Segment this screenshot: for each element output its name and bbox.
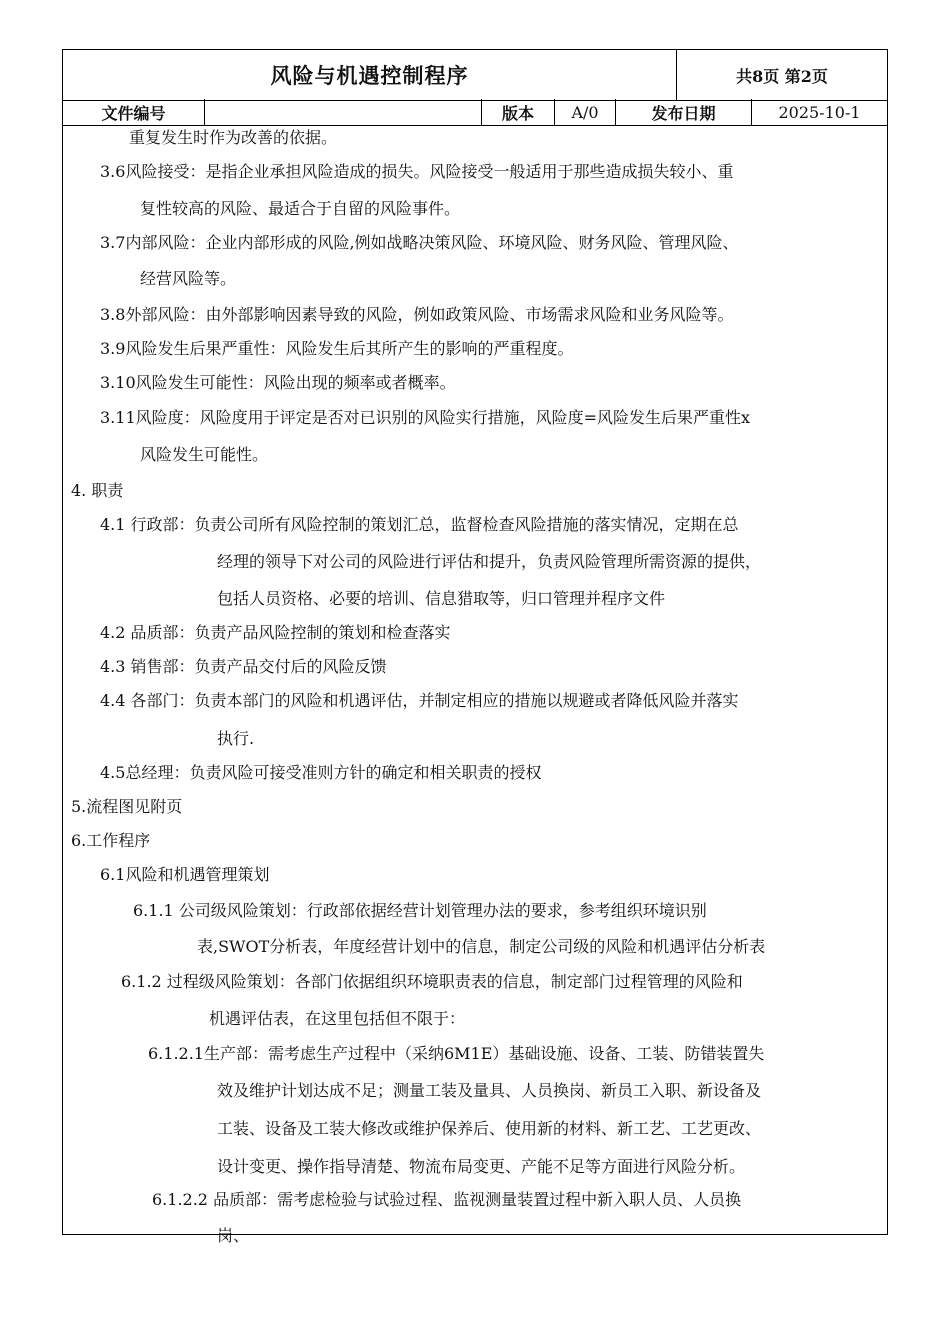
section-heading: 6.工作程序: [71, 831, 151, 850]
text-line: 6.1.1 公司级风险策划：行政部依据经营计划管理办法的要求，参考组织环境识别: [133, 901, 707, 920]
version-label: 版本: [482, 99, 555, 125]
text-line: 3.8外部风险：由外部影响因素导致的风险，例如政策风险、市场需求风险和业务风险等。: [100, 305, 734, 324]
text-line: 经理的领导下对公司的风险进行评估和提升，负责风险管理所需资源的提供，: [217, 552, 762, 571]
document-title: 风险与机遇控制程序: [63, 50, 677, 100]
text-line: 4.3 销售部：负责产品交付后的风险反馈: [100, 657, 387, 676]
text-line: 经营风险等。: [140, 269, 237, 288]
text-line: 3.10风险发生可能性：风险出现的频率或者概率。: [100, 373, 456, 392]
text-line: 3.6风险接受：是指企业承担风险造成的损失。风险接受一般适用于那些造成损失较小、重: [100, 162, 734, 181]
text-line: 3.9风险发生后果严重性：风险发生后其所产生的影响的严重程度。: [100, 339, 574, 358]
text-line: 6.1.2.2 品质部：需考虑检验与试验过程、监视测量装置过程中新入职人员、人员换: [152, 1190, 742, 1209]
text-line: 风险发生可能性。: [140, 445, 269, 464]
document-body: [62, 125, 888, 1245]
document-meta-row: [62, 99, 888, 126]
text-line: 6.1.2.1生产部：需考虑生产过程中（采纳6M1E）基础设施、设备、工装、防错装置失: [148, 1044, 765, 1063]
subsection-heading: 6.1风险和机遇管理策划: [100, 865, 270, 884]
doc-number-label: 文件编号: [63, 99, 205, 125]
header-title-row: [62, 49, 888, 101]
text-line: 4.5总经理：负责风险可接受准则方针的确定和相关职责的授权: [100, 763, 542, 782]
text-line: 包括人员资格、必要的培训、信息猎取等，归口管理并程序文件: [217, 589, 666, 608]
section-heading: 5.流程图见附页: [71, 797, 183, 816]
doc-number-value: [205, 99, 482, 125]
text-line: 机遇评估表，在这里包括但不限于：: [209, 1009, 466, 1028]
text-line: 效及维护计划达成不足；测量工装及量具、人员换岗、新员工入职、新设备及: [217, 1081, 762, 1100]
text-line: 执行.: [217, 729, 255, 748]
page-info: 共8页 第2页: [736, 66, 828, 86]
release-date-label: 发布日期: [616, 99, 752, 125]
text-line: 3.11风险度：风险度用于评定是否对已识别的风险实行措施，风险度=风险发生后果严重性x: [100, 408, 751, 427]
text-line: 4.2 品质部：负责产品风险控制的策划和检查落实: [100, 623, 451, 642]
text-line: 复性较高的风险、最适合于自留的风险事件。: [140, 199, 461, 218]
section-heading: 4. 职责: [71, 481, 124, 500]
release-date-value: 2025-10-1: [778, 102, 861, 122]
document-page: [62, 49, 888, 1245]
text-line: 工装、设备及工装大修改或维护保养后、使用新的材料、新工艺、工艺更改、: [217, 1119, 762, 1138]
text-line: 6.1.2 过程级风险策划：各部门依据组织环境职责表的信息，制定部门过程管理的风险和: [121, 972, 743, 991]
text-line: 4.1 行政部：负责公司所有风险控制的策划汇总，监督检查风险措施的落实情况，定期在总: [100, 515, 739, 534]
version-value: A/0: [555, 99, 616, 125]
text-line: 4.4 各部门：负责本部门的风险和机遇评估，并制定相应的措施以规避或者降低风险并落实: [100, 691, 739, 710]
text-line: 表,SWOT分析表，年度经营计划中的信息，制定公司级的风险和机遇评估分析表: [197, 937, 766, 956]
text-line: 3.7内部风险：企业内部形成的风险,例如战略决策风险、环境风险、财务风险、管理风险、: [100, 233, 739, 252]
text-line: 岗、: [217, 1226, 250, 1245]
text-line: 设计变更、操作指导清楚、物流布局变更、产能不足等方面进行风险分析。: [217, 1157, 746, 1176]
text-line: 重复发生时作为改善的依据。: [129, 128, 338, 147]
